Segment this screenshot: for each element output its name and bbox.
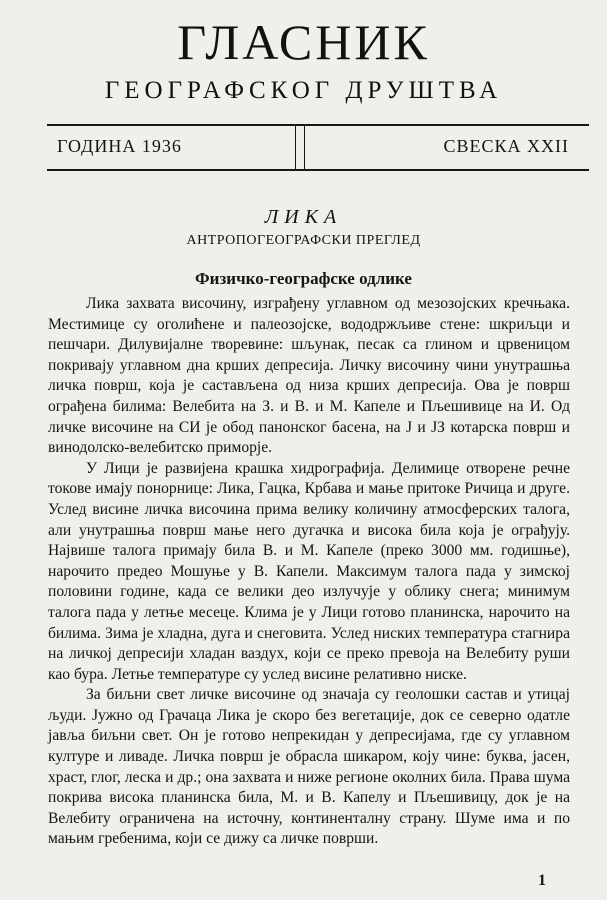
paragraph-hydrography-climate: У Лици је развијена крашка хидрографија. Делимице отворене речне токове имају понорнице: Лика, Гацка, Крбава и мање притоке Ричица и друге. Услед висине личка височина прима велику количину атмосферских талога, али унутрашња површ мање него дугачка и висока била која је ограђују. Највише талога примају била В. и М. Капеле (преко 3000 мм. годишње), нарочито предео Мошуње у В. Капели. Максимум талога пада у зимској половини године, када се велики део излучује у облику снега; минимум талога пада у летње месеце. Клима је у Лици готово планинска, нарочито на билима. Зима је хладна, дуга и снеговита. Услед ниских температура стагнира на личкој депресији хладан ваздух, који се преко превоја на Велебиту руши као бура. Летње температуре су услед висине релативно ниске. bbox=[48, 459, 570, 683]
issue-volume: СВЕСКА XXII bbox=[443, 136, 569, 156]
issue-year: ГОДИНА 1936 bbox=[57, 136, 182, 156]
article-subtitle: АНТРОПОГЕОГРАФСКИ ПРЕГЛЕД bbox=[186, 233, 421, 248]
paragraph-vegetation: За биљни свет личке височине од значаја су геолошки састав и утицај људи. Јужно од Грачаца Лика је скоро без вегетације, док се северно одатле јавља биљни свет. Он је готово непрекидан у депресијама, где су углавном културе и ливаде. Личка површ је обрасла шикаром, коју чине: буква, јасен, храст, глог, леска и др.; она захвата и ниже регионе околних била. Права шума покрива висока планинска била, М. и В. Капелу и Пљешивицу, док је на Велебиту ограничена на источну, континенталну страну. Шуме има и по мањим гребенима, који се дижу са личке површи. bbox=[48, 686, 570, 848]
article-title: ЛИКА bbox=[264, 206, 343, 228]
issue-info-bar bbox=[47, 124, 589, 171]
paragraph-geology: Лика захвата височину, изграђену углавном од мезозојских кречњака. Местимице су оголићене и палеозојске, вододржљиве стене: шкриљци и пешчари. Дилувијалне творевине: шљунак, песак са глином и црвеницом покривају углавном дна крших депресија. Личку височину чини унутрашња личка површ, која је састављена од низа крших депресија. Ова је површ ограђена билима: Велебита на З. и В. и М. Капеле и Пљешивице на И. Од личке височине на СИ је обод панонског басена, на Ј и ЈЗ котарска површ и винодолско-велебитско приморје. bbox=[48, 295, 570, 457]
journal-title: ГЛАСНИК bbox=[177, 14, 430, 70]
page-number: 1 bbox=[538, 872, 546, 889]
section-heading: Физичко-географске одлике bbox=[195, 269, 412, 288]
article-body bbox=[48, 294, 570, 850]
journal-subtitle: ГЕОГРАФСКОГ ДРУШТВА bbox=[104, 77, 503, 104]
issue-divider bbox=[295, 126, 305, 169]
